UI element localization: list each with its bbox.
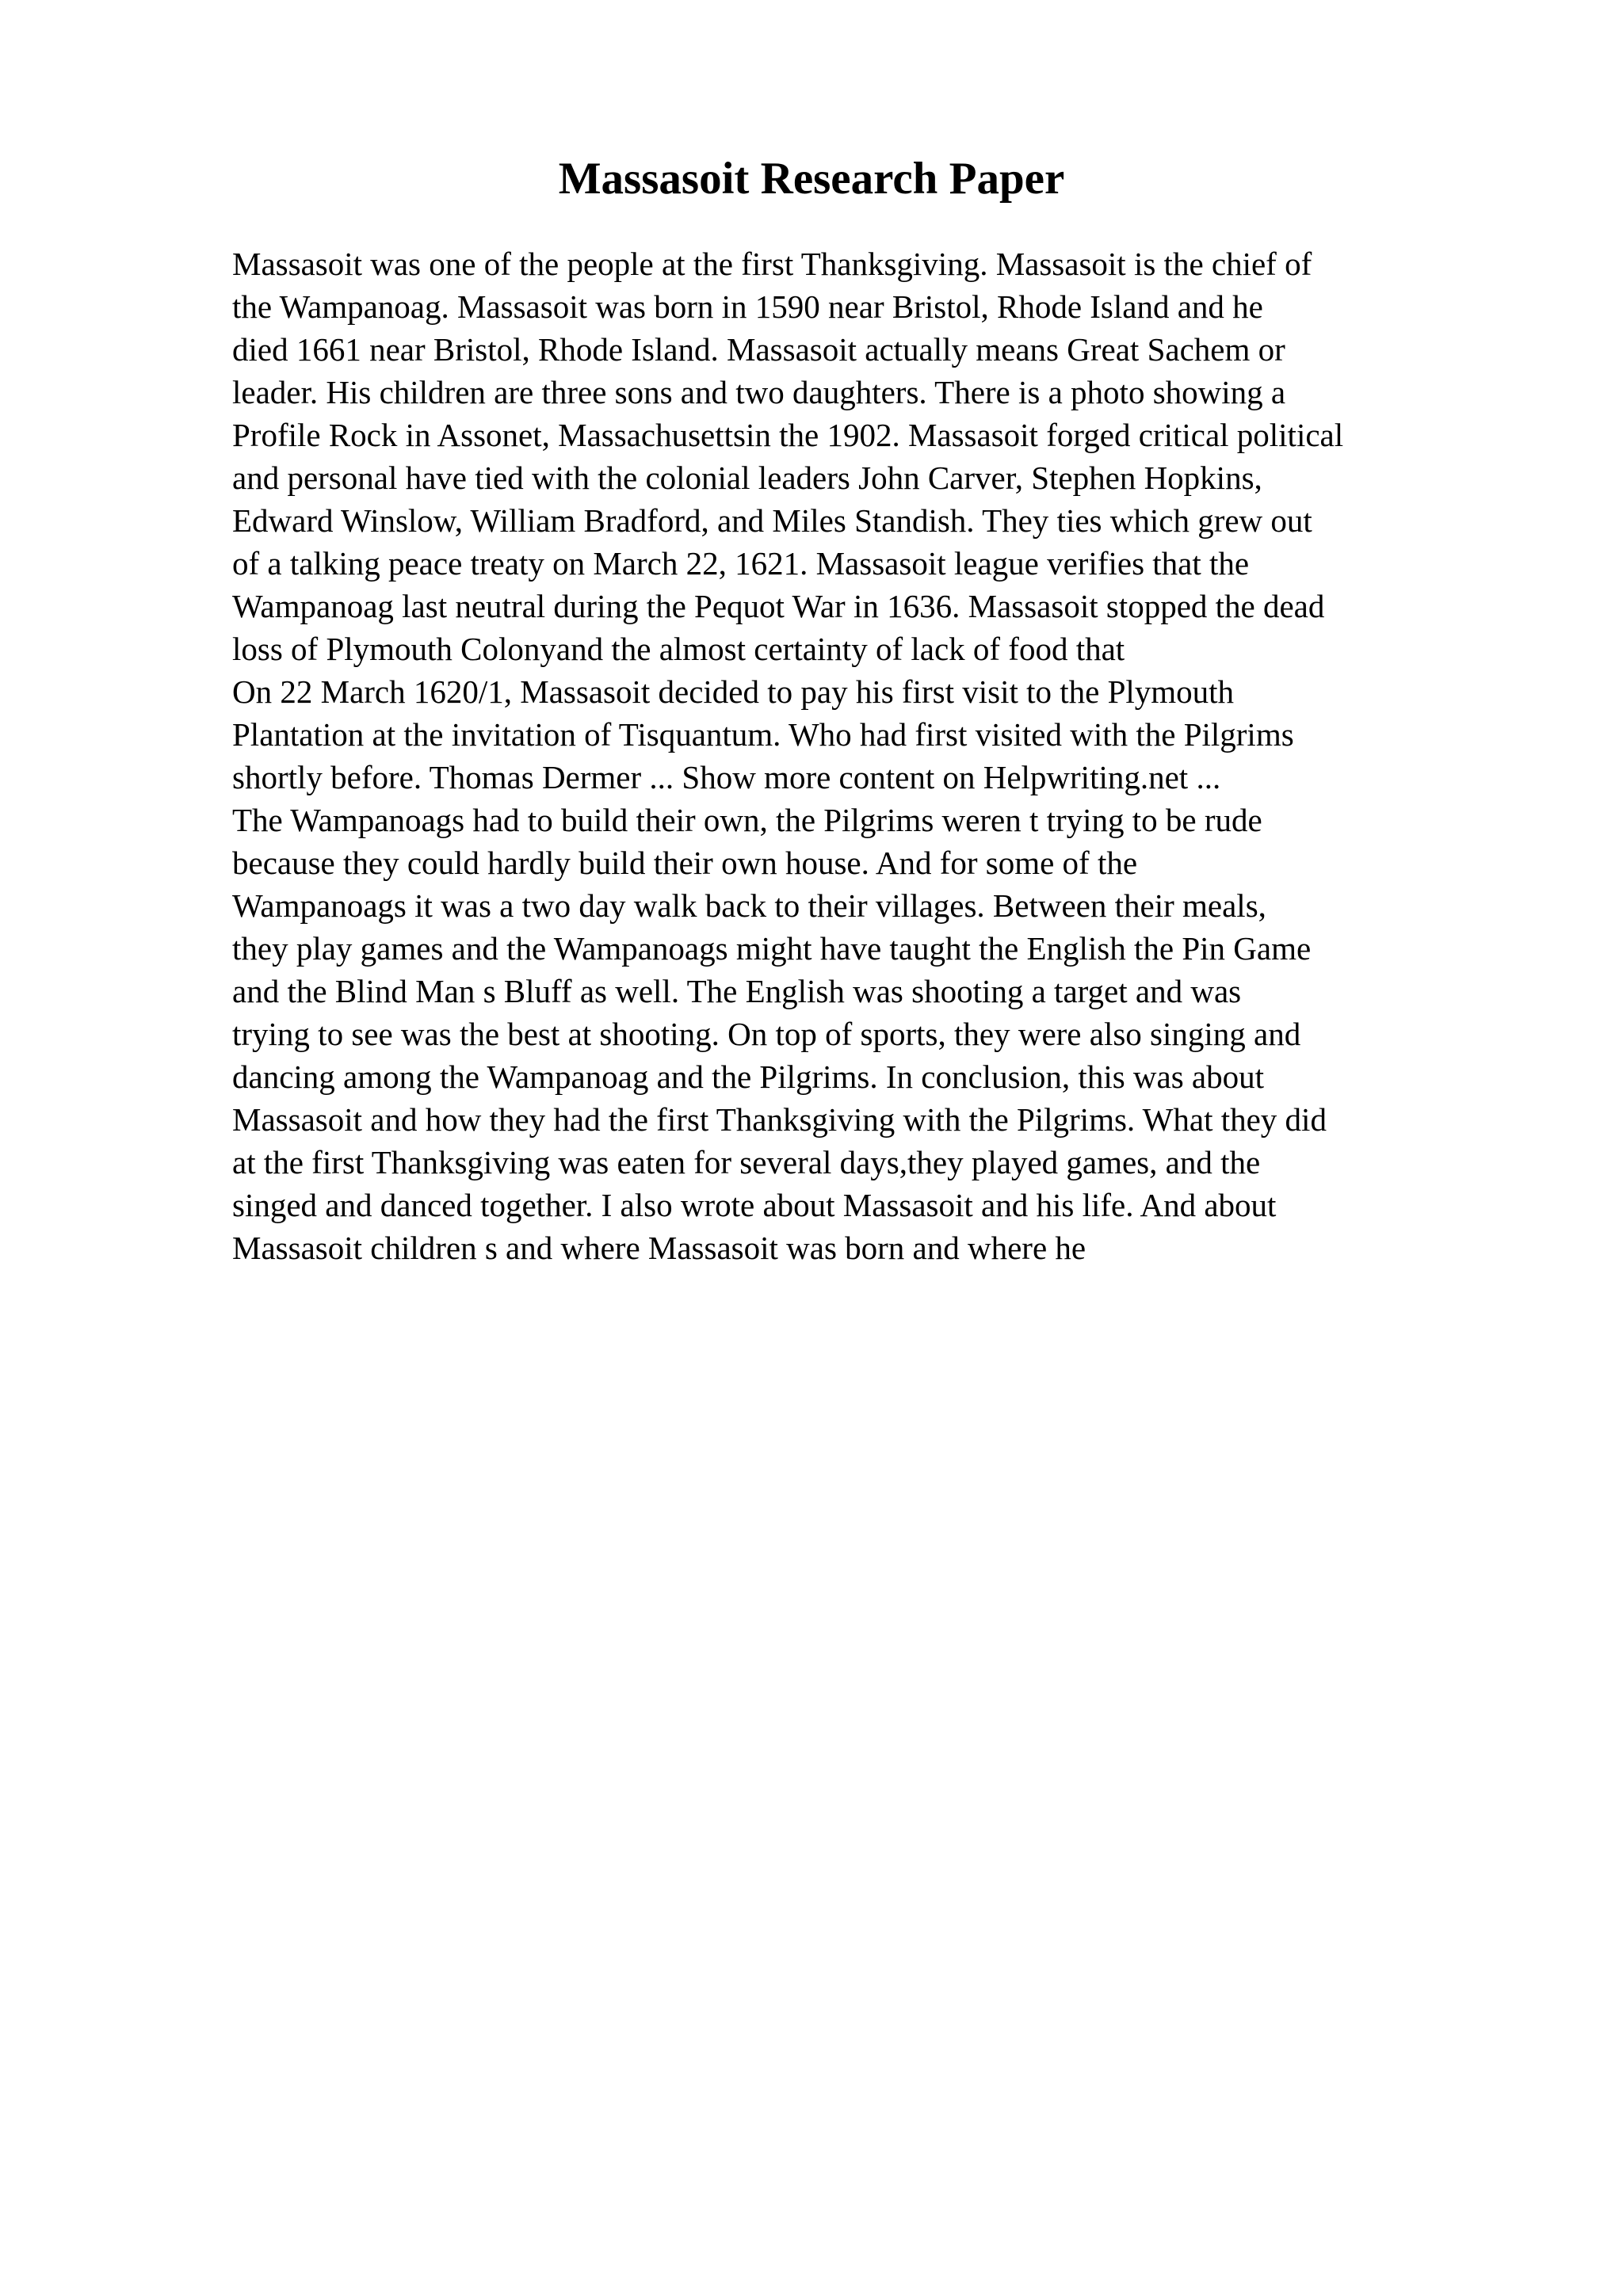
body-line: dancing among the Wampanoag and the Pilgrims. In conclusion, this was about xyxy=(232,1058,1265,1095)
body-line: Massasoit and how they had the first Thanksgiving with the Pilgrims. What they did xyxy=(232,1101,1327,1138)
body-line: singed and danced together. I also wrote about Massasoit and his life. And about xyxy=(232,1187,1277,1223)
body-line: On 22 March 1620/1, Massasoit decided to pay his first visit to the Plymouth xyxy=(232,673,1235,710)
body-line: Massasoit was one of the people at the first Thanksgiving. Massasoit is the chief of xyxy=(232,246,1312,282)
body-line: died 1661 near Bristol, Rhode Island. Massasoit actually means Great Sachem or xyxy=(232,331,1285,368)
document-body xyxy=(232,242,1532,1269)
body-line: loss of Plymouth Colonyand the almost certainty of lack of food that xyxy=(232,631,1125,667)
body-line: they play games and the Wampanoags might have taught the English the Pin Game xyxy=(232,930,1312,967)
document-title: Massasoit Research Paper xyxy=(558,154,1065,204)
body-line: Plantation at the invitation of Tisquantum. Who had first visited with the Pilgrims xyxy=(232,716,1294,753)
body-line: Edward Winslow, William Bradford, and Miles Standish. They ties which grew out xyxy=(232,502,1312,539)
body-line: Wampanoag last neutral during the Pequot War in 1636. Massasoit stopped the dead xyxy=(232,588,1325,624)
body-line: Massasoit children s and where Massasoit was born and where he xyxy=(232,1230,1086,1266)
body-line: and the Blind Man s Bluff as well. The English was shooting a target and was xyxy=(232,973,1242,1009)
body-line: trying to see was the best at shooting. On top of sports, they were also singing and xyxy=(232,1016,1301,1052)
body-line: of a talking peace treaty on March 22, 1621. Massasoit league verifies that the xyxy=(232,545,1250,582)
body-line: at the first Thanksgiving was eaten for several days,they played games, and the xyxy=(232,1144,1261,1180)
body-line: shortly before. Thomas Dermer ... Show more content on Helpwriting.net ... xyxy=(232,759,1221,795)
body-line: Wampanoags it was a two day walk back to their villages. Between their meals, xyxy=(232,887,1266,924)
body-line: and personal have tied with the colonial leaders John Carver, Stephen Hopkins, xyxy=(232,460,1262,496)
body-line: The Wampanoags had to build their own, the Pilgrims weren t trying to be rude xyxy=(232,802,1262,838)
body-line: leader. His children are three sons and two daughters. There is a photo showing a xyxy=(232,374,1286,410)
body-line: because they could hardly build their own house. And for some of the xyxy=(232,845,1138,881)
body-line: Profile Rock in Assonet, Massachusettsin the 1902. Massasoit forged critical political xyxy=(232,417,1344,453)
body-line: the Wampanoag. Massasoit was born in 1590 near Bristol, Rhode Island and he xyxy=(232,288,1263,325)
